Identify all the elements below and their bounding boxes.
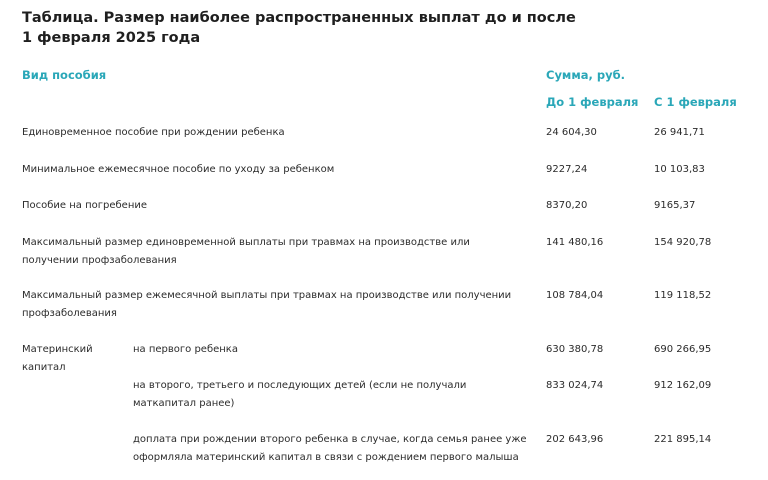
row-after: 119 118,52 [654, 290, 712, 301]
row-label: Единовременное пособие при рождении ребенка [22, 127, 285, 138]
header-before: До 1 февраля [546, 95, 639, 109]
maternity-sub-label: доплата при рождении второго ребенка в случае, когда семья ранее уже оформляла материнский капитал в связи с рождением первого малыша [133, 434, 527, 463]
maternity-sub-before: 630 380,78 [546, 344, 604, 355]
page-title: Таблица. Размер наиболее распространенных выплат до и после 1 февраля 2025 года [22, 10, 576, 46]
row-before: 108 784,04 [546, 290, 604, 301]
row-after: 154 920,78 [654, 237, 712, 248]
maternity-sub-before: 202 643,96 [546, 434, 604, 445]
header-after: С 1 февраля [654, 95, 737, 109]
row-before: 9227,24 [546, 164, 588, 175]
maternity-sub-label: на второго, третьего и последующих детей (если не получали маткапитал ранее) [133, 380, 467, 409]
header-benefit-type: Вид пособия [22, 68, 107, 82]
row-label: Максимальный размер ежемесячной выплаты при травмах на производстве или получении профзаболевания [22, 290, 512, 319]
row-label: Минимальное ежемесячное пособие по уходу за ребенком [22, 164, 335, 175]
row-after: 9165,37 [654, 200, 696, 211]
row-label: Пособие на погребение [22, 200, 148, 211]
maternity-sub-label: на первого ребенка [133, 344, 238, 355]
row-after: 10 103,83 [654, 164, 705, 175]
maternity-sub-before: 833 024,74 [546, 380, 604, 391]
row-after: 26 941,71 [654, 127, 705, 138]
header-amount: Сумма, руб. [546, 68, 625, 82]
maternity-sub-after: 690 266,95 [654, 344, 712, 355]
row-before: 8370,20 [546, 200, 588, 211]
row-before: 24 604,30 [546, 127, 597, 138]
row-label: Максимальный размер единовременной выплаты при травмах на производстве или получении профзаболевания [22, 237, 470, 266]
row-before: 141 480,16 [546, 237, 604, 248]
maternity-sub-after: 912 162,09 [654, 380, 712, 391]
maternity-capital-label: Материнский капитал [22, 344, 93, 373]
maternity-sub-after: 221 895,14 [654, 434, 712, 445]
